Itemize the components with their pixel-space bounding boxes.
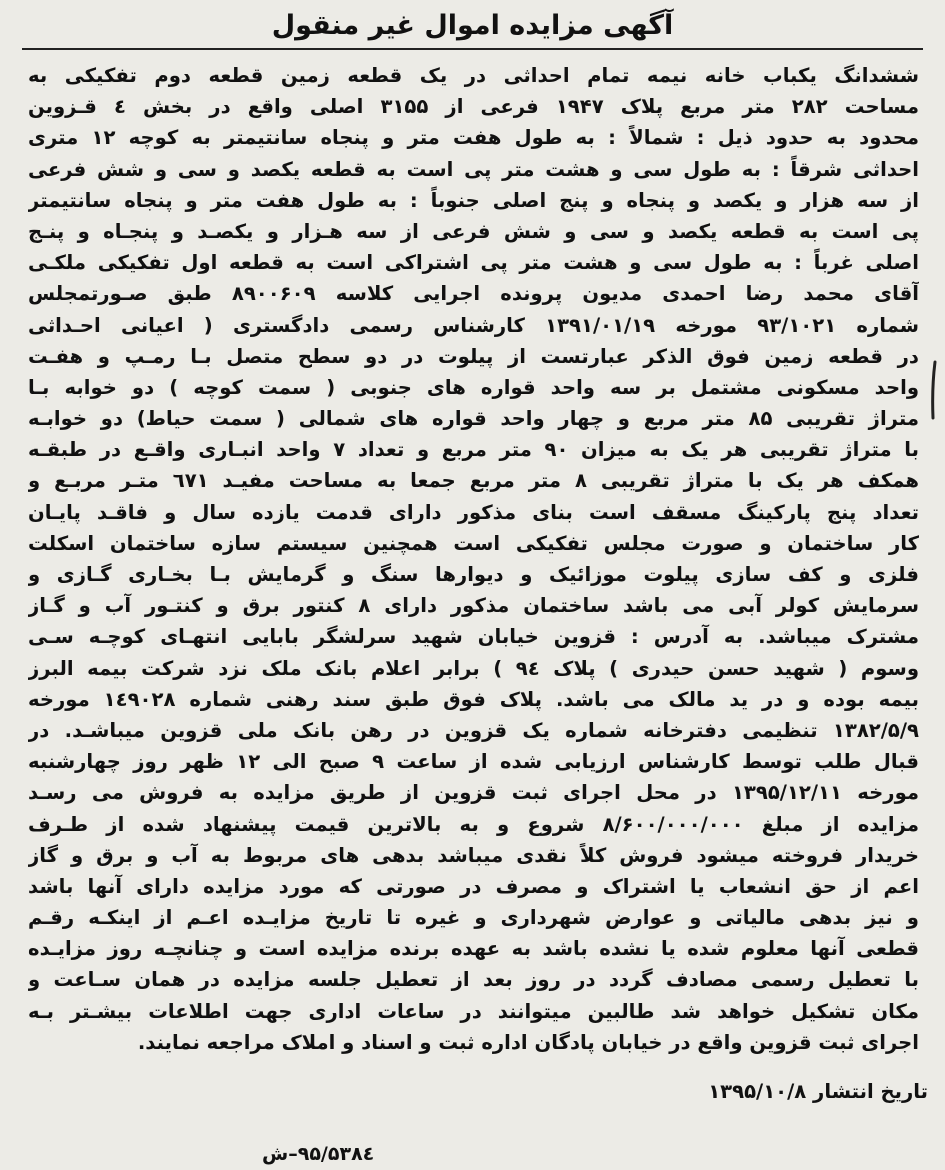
body-line: مساحت ۲۸۲ متر مربع پلاک ۱۹۴۷ فرعی از ۳۱۵۵ اصلی واقع در بخش ٤ قـزوین [28, 95, 919, 119]
body-line: وسوم ( شهید حسن حیدری ) پلاک ۹٤ ) برابر اعلام بانک ملک نزد شرکت بیمه البرز [28, 656, 919, 680]
body-line: فلزی و کف سازی پیلوت موزائیک و دیوارها سنگ و گرمایش بـا بخـاری گـازی و [28, 563, 919, 586]
body-line: با تعطیل رسمی مصادف گردد در روز بعد از تعطیل جلسه مزایده در همان سـاعت و [28, 968, 919, 992]
body-line: با متراژ تقریبی هر یک به میزان ۹۰ متر مربع و تعداد ۷ واحد انبـاری واقـع در طبقـه [28, 438, 919, 462]
body-line: قبال طلب توسط کارشناس ارزیابی شده از ساعت ۹ صبح الی ۱۲ ظهر روز چهارشنبه [28, 750, 919, 774]
body-line: متراژ تقریبی ۸۵ متر مربع و چهار واحد قواره های شمالی ( سمت حیاط) دو خوابـه [28, 407, 919, 431]
body-line: شماره ۹۳/۱۰۲۱ مورخه ۱۳۹۱/۰۱/۱۹ کارشناس رسمی دادگستری ( اعیانی احـداثی [28, 313, 919, 337]
body-line: تعداد پنج پارکینگ مسقف است بنای مذکور دارای قدمت یازده سال و فاقـد پایـان [28, 500, 919, 524]
body-line: احداثی شرقاً : به طول سی و هشت متر پی است به قطعه یکصد و سی و شش فرعی [28, 157, 919, 181]
body-line: پی است به قطعه یکصد و سی و شش فرعی از سه هـزار و یکصـد و پنجـاه و پنـج [28, 219, 919, 243]
title-divider [22, 48, 923, 50]
body-line: ۱۳۸۲/۵/۹ تنظیمی دفترخانه شماره یک قزوین در رهن بانک ملی قزوین میباشـد. در [28, 718, 919, 742]
notice-title: آگهی مزایده اموال غیر منقول [271, 10, 674, 41]
notice-code: ۵۳۸٤/۹۵–ش [262, 1143, 375, 1165]
body-line: در قطعه زمین فوق الذکر عبارتست از پیلوت در دو سطح متصل بـا رمـپ و هفـت [28, 344, 919, 368]
body-line: واحد مسکونی مشتمل بر سه واحد قواره های جنوبی ( سمت کوچه ) دو خوابه بـا [28, 375, 919, 399]
notice-body [22, 60, 923, 1058]
body-line: مشترک میباشد. به آدرس : قزوین خیابان شهید سرلشگر بابایی انتهـای کوچـه سـی [28, 625, 919, 649]
body-line: و نیز بدهی مالیاتی و عوارض شهرداری و غیره تا تاریخ مزایـده اعـم از اینکـه رقـم [28, 906, 919, 930]
body-line: خریدار فروخته میشود فروش کلاً نقدی میباشد بدهی های مربوط به آب و برق و گاز [28, 843, 919, 867]
body-line: اجرای ثبت قزوین واقع در خیابان پادگان اداره ثبت و اسناد و املاک مراجعه نمایند. [137, 1030, 919, 1054]
notice-header [22, 8, 923, 48]
margin-pen-mark-icon [926, 360, 940, 420]
body-line: همکف هر یک با متراژ تقریبی ۸ متر مربع جمعا به مساحت مفیـد ٦٧١ متـر مربـع و [28, 469, 919, 493]
body-line: مزایده از مبلغ ۸/۶۰۰/۰۰۰/۰۰۰ شروع و به بالاترین قیمت پیشنهاد شده از طـرف [28, 812, 919, 836]
body-line: از سه هزار و یکصد و پنجاه و پنج اصلی جنوباً : به طول هفت متر و پنجاه سانتیمتر [28, 188, 919, 212]
body-line: سرمایش کولر آبی می باشد ساختمان مذکور دارای ۸ کنتور برق و کنتـور آب و گـاز [28, 594, 919, 618]
body-line: بیمه بوده و در ید مالک می باشد. پلاک فوق طبق سند رهنی شماره ۱٤۹۰۲۸ مورخه [28, 687, 919, 711]
body-line: قطعی آنها معلوم شده یا نشده باشد به عهده برنده مزایده است و چنانچـه روز مزایـده [28, 937, 919, 961]
body-line: ششدانگ یکباب خانه نیمه تمام احداثی در یک قطعه زمین قطعه دوم تفکیکی به [28, 64, 919, 87]
publish-date: تاریخ انتشار ۱۳۹۵/۱۰/۸ [708, 1080, 928, 1103]
body-line: آقای محمد رضا احمدی مدیون پرونده اجرایی کلاسه ۸۹۰۰۶۰۹ طبق صـورتمجلس [28, 282, 919, 306]
body-line: مورخه ۱۳۹۵/۱۲/۱۱ در محل اجرای ثبت قزوین از طریق مزایده به فروش می رسـد [28, 781, 919, 805]
auction-notice [22, 8, 923, 1158]
body-line: محدود به حدود ذیل : شمالاً : به طول هفت متر و پنجاه سانتیمتر به کوچه ۱۲ متری [28, 126, 919, 150]
body-line: اصلی غرباً : به طول سی و هشت متر پی اشتراکی است به قطعه اول تفکیکی ملکـی [28, 251, 919, 275]
body-line: کار ساختمان و صورت مجلس تفکیکی است همچنین سیستم سازه ساختمان اسکلت [28, 531, 919, 555]
body-line: اعم از حق انشعاب یا اشتراک و مصرف در صورتی که مورد مزایده دارای آنها باشد [28, 874, 919, 898]
body-line: مکان تشکیل خواهد شد طالبین میتوانند در ساعات اداری جهت اطلاعات بیشـتر بـه [28, 999, 919, 1023]
